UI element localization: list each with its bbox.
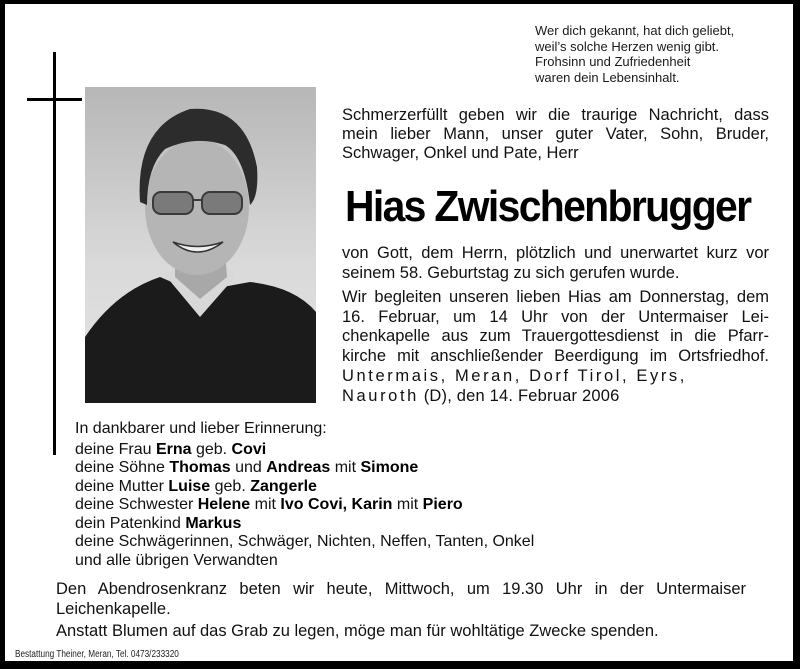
relation-text: deine Mutter bbox=[75, 477, 169, 495]
verse-line: waren dein Lebensinhalt. bbox=[535, 69, 680, 85]
intro-line: mein lieber Mann, unser guter Vater, Sohn, Bruder, bbox=[342, 125, 769, 143]
intro-text bbox=[342, 106, 769, 163]
relation-text: deine Schwester bbox=[75, 496, 198, 513]
place-and-date bbox=[342, 367, 769, 406]
mourner-name: Covi bbox=[231, 440, 267, 458]
deceased-name: Hias Zwischenbrugger bbox=[345, 182, 751, 231]
rosary-line: Leichenkapelle. bbox=[56, 599, 171, 618]
mourners-heading: In dankbarer und lieber Erinnerung: bbox=[75, 420, 327, 437]
portrait-image bbox=[85, 87, 316, 403]
mourner-name: Markus bbox=[185, 514, 242, 532]
announcement-line: von Gott, dem Herrn, plötzlich und unerwartet kurz vor bbox=[342, 244, 769, 262]
relation-text: und bbox=[230, 459, 267, 476]
mourner-row: und alle übrigen Verwandten bbox=[75, 551, 278, 569]
relation-text: dein Patenkind bbox=[75, 514, 186, 532]
latin-cross-icon-bar bbox=[27, 98, 82, 101]
relation-text: deine Frau bbox=[75, 440, 156, 458]
verse-line: weil’s solche Herzen wenig gibt. bbox=[535, 38, 720, 54]
closing-notes bbox=[56, 580, 746, 642]
verse-line: Wer dich gekannt, hat dich geliebt, bbox=[535, 23, 735, 38]
funeral-line: 16. Februar, um 14 Uhr von der Untermaiser Lei- bbox=[342, 307, 769, 326]
obituary-notice bbox=[5, 4, 793, 661]
relation-text: mit bbox=[250, 496, 281, 513]
rosary-line: Den Abendrosenkranz beten wir heute, Mittwoch, um 19.30 Uhr in der Untermaiser bbox=[56, 580, 746, 598]
mourner-name: Andreas bbox=[266, 459, 331, 476]
intro-line: Schmerzerfüllt geben wir die traurige Nachricht, dass bbox=[342, 106, 769, 124]
verse-line: Frohsinn und Zufriedenheit bbox=[535, 54, 691, 69]
mourner-name: Zangerle bbox=[250, 477, 317, 495]
donation-note: Anstatt Blumen auf das Grab zu legen, möge man für wohltätige Zwecke spenden. bbox=[56, 622, 659, 640]
funeral-line: kirche mit anschließender Beerdigung im Ortsfriedhof. bbox=[342, 346, 769, 365]
portrait-photo bbox=[85, 87, 316, 403]
mourner-name: Luise bbox=[168, 477, 211, 495]
mourner-name: Helene bbox=[197, 496, 251, 513]
death-announcement bbox=[342, 244, 769, 283]
mourner-row bbox=[75, 459, 615, 478]
mourners-list bbox=[75, 420, 615, 570]
place-name: Nauroth bbox=[342, 386, 419, 405]
mourner-name: Thomas bbox=[169, 459, 231, 476]
intro-line: Schwager, Onkel und Pate, Herr bbox=[342, 144, 579, 162]
mourner-name: Ivo Covi, Karin bbox=[280, 496, 393, 513]
relation-text: deine Söhne bbox=[75, 459, 170, 476]
memorial-verse bbox=[535, 23, 785, 85]
funeral-details bbox=[342, 288, 769, 366]
mourner-name: Piero bbox=[422, 496, 463, 513]
mourner-row: deine Schwägerinnen, Schwäger, Nichten, Neffen, Tanten, Onkel bbox=[75, 533, 535, 550]
relation-text: geb. bbox=[191, 440, 232, 458]
latin-cross-icon bbox=[53, 52, 56, 455]
relation-text: mit bbox=[330, 459, 361, 476]
funeral-line: chenkapelle aus zum Trauergottesdienst in die Pfarr- bbox=[342, 327, 769, 345]
mourner-name: Simone bbox=[360, 459, 419, 476]
funeral-line: Wir begleiten unseren lieben Hias am Donnerstag, dem bbox=[342, 288, 769, 306]
places-line: Untermais, Meran, Dorf Tirol, Eyrs, bbox=[342, 367, 687, 385]
mourner-name: Erna bbox=[155, 440, 192, 458]
announcement-line: seinem 58. Geburtstag zu sich gerufen wurde. bbox=[342, 263, 680, 282]
relation-text: mit bbox=[392, 496, 423, 513]
mourner-row bbox=[75, 441, 615, 460]
mourner-row bbox=[75, 496, 615, 515]
date-text: (D), den 14. Februar 2006 bbox=[418, 386, 620, 405]
mourner-row bbox=[75, 478, 615, 497]
relation-text: geb. bbox=[210, 477, 251, 495]
mourner-row bbox=[75, 515, 615, 534]
date-line bbox=[342, 387, 769, 407]
funeral-home-credit: Bestattung Theiner, Meran, Tel. 0473/233320 bbox=[15, 649, 179, 660]
